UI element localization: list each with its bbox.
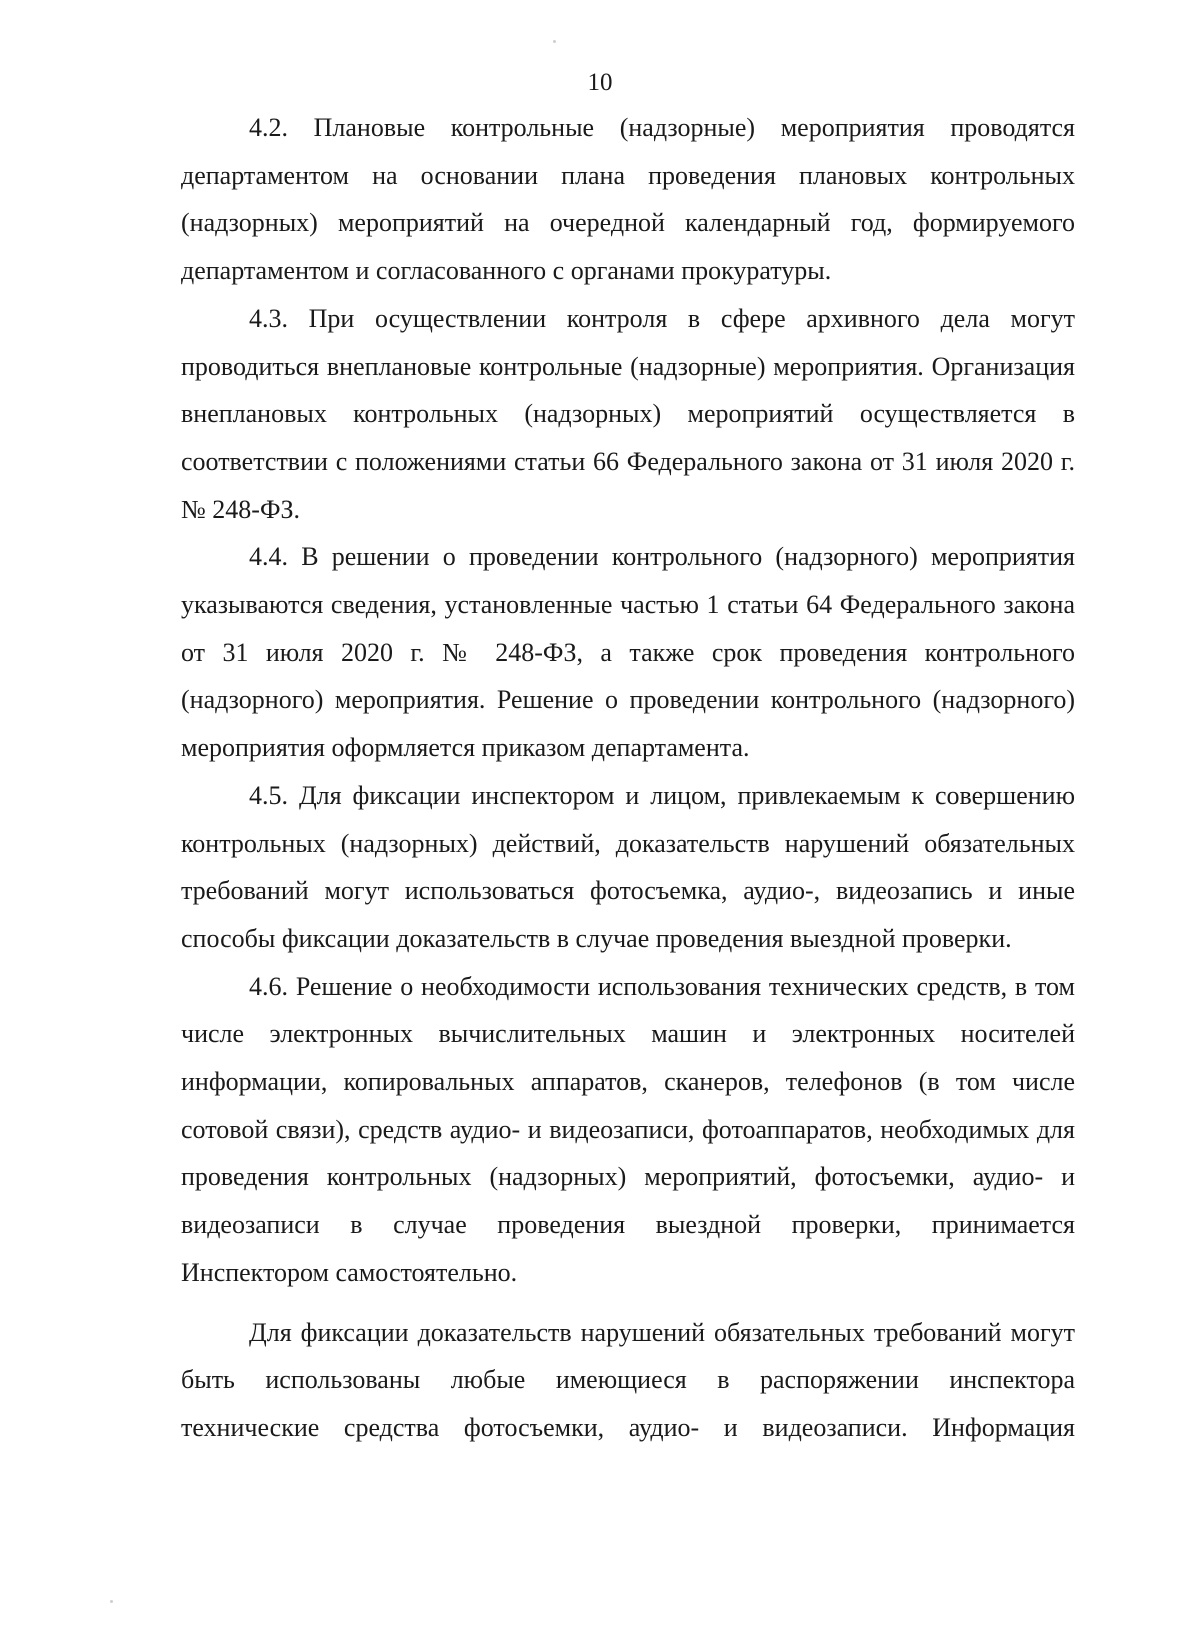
paragraph-4-2: 4.2. Плановые контрольные (надзорные) мероприятия проводятся департаментом на основании плана проведения плановых контрольных (надзорных) мероприятий на очередной календарный год, формируемого департаментом и согласованного с органами прокуратуры. [181,113,1075,286]
paragraph-evidence-recording: Для фиксации доказательств нарушений обязательных требований могут быть использованы любые имеющиеся в распоряжении инспектора технические средства фотосъемки, аудио- и видеозаписи. Информация [181,1317,1075,1442]
scan-speck [553,40,556,43]
paragraph-4-6: 4.6. Решение о необходимости использования технических средств, в том числе электронных вычислительных машин и электронных носителей информации, копировальных аппаратов, сканеров, телефонов (в том числе сотовой связи), средств аудио- и видеозаписи, фотоаппаратов, необходимых для проведения контрольных (надзорных) мероприятий, фотосъемки, аудио- и видеозаписи в случае проведения выездной проверки, принимается Инспектором самостоятельно. [181,971,1075,1287]
paragraph-4-4: 4.4. В решении о проведении контрольного (надзорного) мероприятия указываются сведения, установленные частью 1 статьи 64 Федерального закона от 31 июля 2020 г. № 248-ФЗ, а также срок проведения контрольного (надзорного) мероприятия. Решение о проведении контрольного (надзорного) мероприятия оформляется приказом департамента. [181,542,1075,763]
document-body [181,104,1075,1452]
paragraph-4-3: 4.3. При осуществлении контроля в сфере архивного дела могут проводиться внеплановые контрольные (надзорные) мероприятия. Организация внеплановых контрольных (надзорных) мероприятий осуществляется в соответствии с положениями статьи 66 Федерального закона от 31 июля 2020 г. № 248-ФЗ. [181,303,1075,524]
page-number: 10 [587,69,613,96]
scan-speck [110,1600,113,1603]
paragraph-4-5: 4.5. Для фиксации инспектором и лицом, привлекаемым к совершению контрольных (надзорных) действий, доказательств нарушений обязательных требований могут использоваться фотосъемка, аудио-, видеозапись и иные способы фиксации доказательств в случае проведения выездной проверки. [181,780,1075,953]
